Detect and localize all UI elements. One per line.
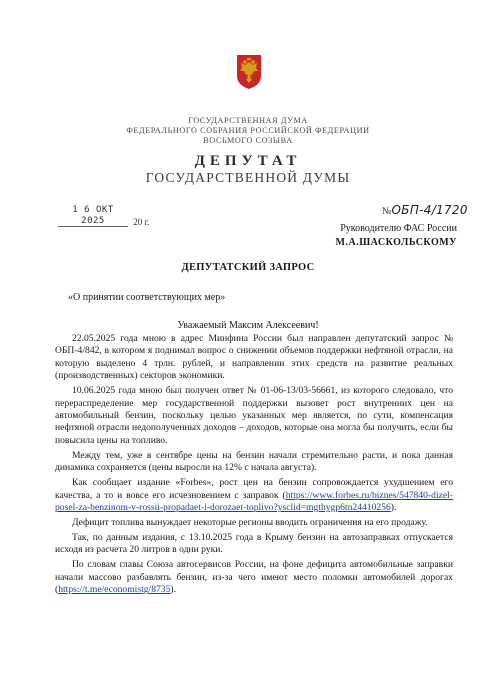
- forbes-text-end: ).: [390, 502, 397, 514]
- header-convocation: ВОСЬМОГО СОЗЫВА: [203, 136, 293, 145]
- header-federal-assembly: ФЕДЕРАЛЬНОГО СОБРАНИЯ РОССИЙСКОЙ ФЕДЕРАЦИИ: [126, 126, 370, 135]
- registration-prefix: №: [382, 206, 392, 217]
- paragraph-forbes: [55, 477, 453, 514]
- header-duma: ГОСУДАРСТВЕННАЯ ДУМА: [188, 116, 308, 125]
- last-text: По словам главы Союза автосервисов России, на фоне дефицита автомобильные заправки начали массово разбавлять бензин, из-за чего имеют место поломки автомобилей дорогах (: [55, 559, 453, 596]
- forbes-link[interactable]: https://www.forbes.ru/biznes/547840-dizel-posel-za-benzinom-v-rossii-propadaet-i-dorozaet-toplivo?ysclid=mgthygp6tn24410256: [55, 489, 453, 514]
- addressee-name: М.А.ШАСКОЛЬСКОМУ: [335, 237, 457, 248]
- paragraph-4: Дефицит топлива вынуждает некоторые регионы вводить ограничения на его продажу.: [72, 517, 428, 529]
- paragraph-2: 10.06.2025 года мною был получен ответ № 01-06-13/03-56661, из которого следовало, что перераспределение мер государственной поддержки вызовет рост внутренних цен на автомобильный бензин, поскольку целью указанных мер является, по сути, компенсация нефтяной отрасли недополученных доходов – доходов, которые она могла бы получить, если бы повысила цены на топливо.: [55, 385, 453, 446]
- paragraph-last: [55, 559, 453, 596]
- paragraph-3: Между тем, уже в сентябре цены на бензин начали стремительно расти, и пока данная динамика сохраняется (цены выросли на 12% с начала августа).: [55, 449, 453, 474]
- date-year: 20: [133, 217, 143, 227]
- registration-number: [382, 203, 468, 217]
- paragraph-1: 22.05.2025 года мною в адрес Минфина России был направлен депутатский запрос № ОБП-4/842, в котором я поднимал вопрос о снижении объемов поддержки нефтяной отрасли, на которую выделено 4 трлн. рублей, и направлении этих средств на развитие реальных (производственных) секторов экономики.: [55, 333, 453, 382]
- coat-of-arms-icon: [236, 54, 262, 90]
- registration-number-handwritten: ОБП-4/1720: [391, 203, 468, 217]
- forbes-text: Как сообщает издание «Forbes», рост цен на бензин сопровождается ухудшением его качества, а то и вовсе его исчезновением с заправок (: [55, 477, 453, 501]
- addressee-block: [336, 222, 457, 250]
- last-text-end: ).: [170, 584, 176, 596]
- document-subject: «О принятии соответствующих мер»: [68, 292, 226, 303]
- letter-body: [55, 333, 453, 599]
- header-state-duma: ГОСУДАРСТВЕННОЙ ДУМЫ: [145, 170, 351, 185]
- paragraph-5: Так, по данным издания, с 13.10.2025 года в Крыму бензин на автозаправках отпускается исходя из расчета 20 литров в одни руки.: [55, 532, 453, 556]
- document-title: ДЕПУТАТСКИЙ ЗАПРОС: [181, 262, 315, 273]
- header-deputat: ДЕПУТАТ: [194, 153, 302, 169]
- telegram-link[interactable]: https://t.me/economistg/8735: [58, 584, 171, 596]
- date-line: [58, 204, 149, 227]
- date-g: г.: [144, 217, 150, 227]
- addressee-role: Руководителю ФАС России: [340, 223, 457, 234]
- date-stamp: 1 6 ОКТ 2025: [72, 205, 114, 226]
- greeting: Уважаемый Максим Алексеевич!: [177, 320, 319, 331]
